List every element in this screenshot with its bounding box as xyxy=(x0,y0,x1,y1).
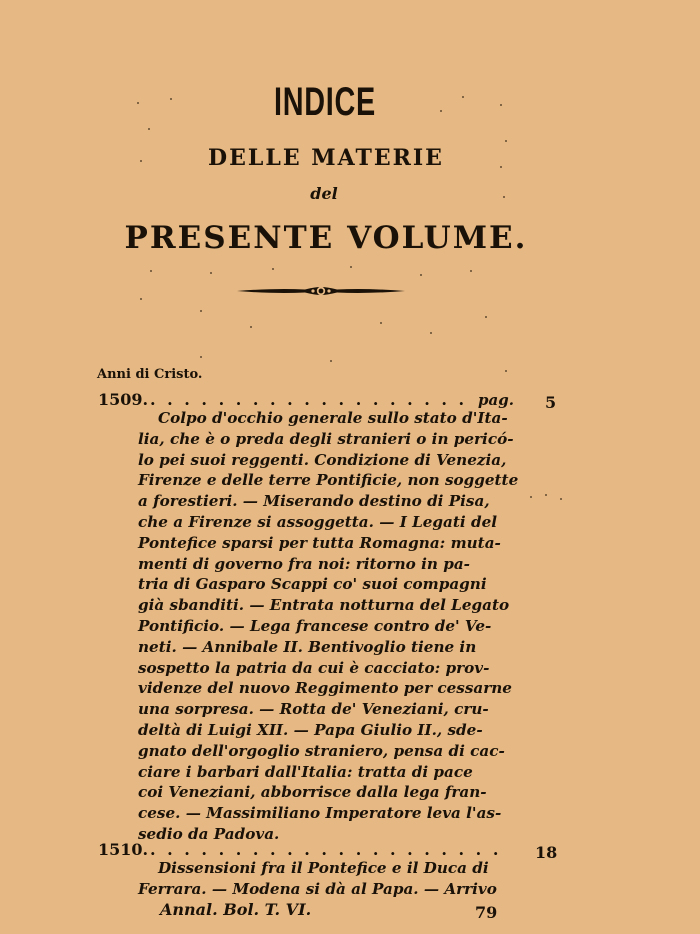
summary-line: Pontefice sparsi per tutta Romagna: muta- xyxy=(138,533,501,552)
years-column-header: Anni di Cristo. xyxy=(97,367,203,382)
summary-line: Dissensioni fra il Pontefice e il Duca di xyxy=(158,859,489,877)
summary-line: Firenze e delle terre Pontificie, non soggette xyxy=(138,471,519,490)
sheet-number: 79 xyxy=(475,903,498,922)
ornament-divider-icon xyxy=(235,283,407,299)
summary-line: sedio da Padova. xyxy=(138,824,280,843)
summary-line: coi Veneziani, abborrisce dalla lega fran- xyxy=(138,783,487,802)
page-label: pag. xyxy=(478,391,514,409)
summary-line: lia, che è o preda degli stranieri o in pericó- xyxy=(138,429,514,448)
signature-mark: Annal. Bol. T. VI. xyxy=(160,900,312,919)
summary-line: già sbanditi. — Entrata notturna del Legato xyxy=(138,596,510,615)
summary-line: gnato dell'orgoglio straniero, pensa di cac- xyxy=(138,741,505,760)
summary-line: sospetto la patria da cui è cacciato: prov- xyxy=(138,658,490,677)
summary-line: ciare i barbari dall'Italia: tratta di pace xyxy=(138,762,473,781)
summary-line: che a Firenze si assoggetta. — I Legati del xyxy=(138,512,498,531)
entry-summary-1510 xyxy=(138,858,518,900)
summary-line: Ferrara. — Modena si dà al Papa. — Arrivo xyxy=(138,879,497,898)
summary-line: a forestieri. — Miserando destino di Pisa, xyxy=(138,492,490,511)
entry-year-1510: 1510. xyxy=(98,840,149,859)
entry-page-1509: 5 xyxy=(545,393,557,412)
index-connector: del xyxy=(310,184,338,203)
index-volume-line: PRESENTE VOLUME. xyxy=(124,220,528,256)
entry-page-1510: 18 xyxy=(535,843,558,862)
index-title: INDICE xyxy=(274,80,376,124)
summary-line: cese. — Massimiliano Imperatore leva l'as- xyxy=(138,804,502,823)
summary-line: tria di Gasparo Scappi co' suoi compagni xyxy=(138,575,487,594)
summary-line: una sorpresa. — Rotta de' Veneziani, cru- xyxy=(138,700,489,719)
index-subtitle: DELLE MATERIE xyxy=(208,145,444,171)
summary-line: Pontificio. — Lega francese contro de' Ve- xyxy=(138,616,492,635)
leader-dots: . . . . . . . . . . . . . . . . . . . xyxy=(150,390,468,409)
summary-line: lo pei suoi reggenti. Condizione di Venezia, xyxy=(138,450,507,469)
entry-year-1509: 1509. xyxy=(98,390,149,409)
summary-line: Colpo d'occhio generale sullo stato d'Ita- xyxy=(158,409,508,427)
entry-summary-1509 xyxy=(138,408,518,845)
summary-line: deltà di Luigi XII. — Papa Giulio II., sde- xyxy=(138,720,483,739)
summary-line: videnze del nuovo Reggimento per cessarne xyxy=(138,679,512,698)
summary-line: menti di governo fra noi: ritorno in pa- xyxy=(138,554,470,573)
leader-dots: . . . . . . . . . . . . . . . . . . . . . xyxy=(150,840,502,859)
summary-line: neti. — Annibale II. Bentivoglio tiene in xyxy=(138,637,477,656)
